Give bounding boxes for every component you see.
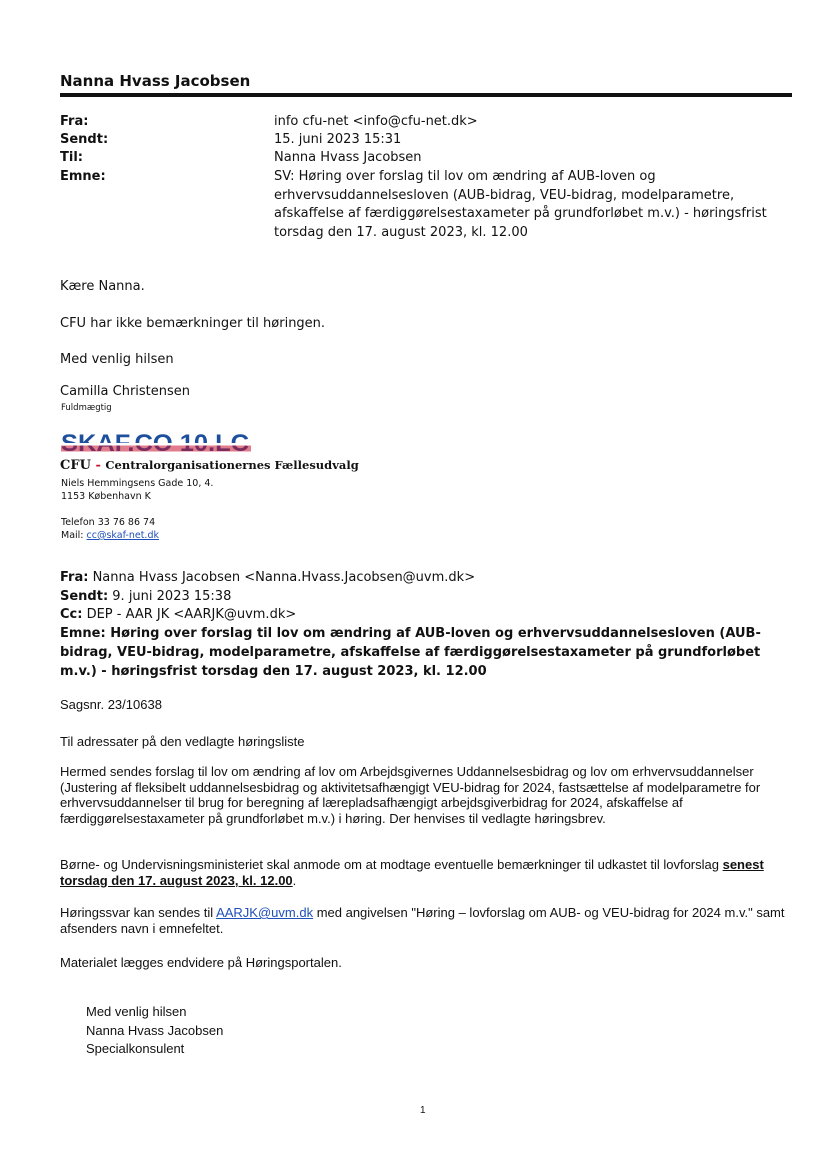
fwd-cc-label: Cc:	[60, 607, 83, 622]
document-title: Nanna Hvass Jacobsen	[60, 72, 251, 90]
phone: Telefon 33 76 86 74	[61, 517, 156, 528]
fwd-cc	[60, 605, 795, 624]
from-value: info cfu-net <info@cfu-net.dk>	[274, 114, 478, 129]
aarjk-email-link[interactable]: AARJK@uvm.dk	[216, 905, 314, 920]
mail-line	[61, 529, 159, 542]
to-label: Til:	[60, 150, 83, 165]
deadline-text: senest torsdag den 17. august 2023, kl. 12.00	[60, 857, 764, 888]
fwd-from	[60, 568, 795, 587]
mail-link[interactable]: cc@skaf-net.dk	[86, 530, 159, 541]
recipients-line: Til adressater på den vedlagte høringsliste	[60, 734, 305, 749]
to-value: Nanna Hvass Jacobsen	[274, 150, 422, 165]
fwd-sent	[60, 587, 795, 606]
fwd-subject-value: Høring over forslag til lov om ændring af AUB-loven og erhvervsuddannelsesloven (AUB-bidrag, VEU-bidrag, modelparametre, afskaffelse af færdiggørelsestaxameter på grundforløbet m.v.) - høringsfrist torsdag den 17. august 2023, kl. 12.00	[60, 626, 761, 679]
fwd-from-value: Nanna Hvass Jacobsen <Nanna.Hvass.Jacobsen@uvm.dk>	[88, 570, 476, 585]
fwd-cc-value: DEP - AAR JK <AARJK@uvm.dk>	[82, 607, 297, 622]
paragraph-4: Materialet lægges endvidere på Høringsportalen.	[60, 955, 342, 970]
paragraph-1: Hermed sendes forslag til lov om ændring af lov om Arbejdsgivernes Uddannelsesbidrag og lov om erhvervsuddannelser (Justering af fleksibelt uddannelsesbidrag og aktivitetsafhængigt VEU-bidrag for 2024, fastsættelse af modelparametre for erhvervsuddannelser til brug for beregning af lærepladsafhængigt arbejdsgiverbidrag for 2024, afskaffelse af færdiggørelsestaxameter på grundforløbet m.v.) i høring. Der henvises til vedlagte høringsbrev.	[60, 764, 761, 826]
from-label: Fra:	[60, 114, 89, 129]
subject-value: SV: Høring over forslag til lov om ændring af AUB-loven og erhvervsuddannelsesloven (AUB-bidrag, VEU-bidrag, modelparametre, afskaffelse af færdiggørelsestaxameter på grundforløbet m.v.) - høringsfrist torsdag den 17. august 2023, kl. 12.00	[274, 169, 767, 240]
reply-role: Fuldmægtig	[61, 403, 112, 413]
fwd-from-label: Fra:	[60, 570, 89, 585]
letter-closing: Med venlig hilsen	[86, 1004, 187, 1019]
fwd-sent-value: 9. juni 2023 15:38	[108, 589, 232, 604]
org-sep: -	[90, 458, 106, 473]
paragraph-3-end: med angivelsen "Høring – lovforslag om AUB- og VEU-bidrag for 2024 m.v." samt afsenders navn i emnefeltet.	[60, 905, 785, 936]
org-name: Centralorganisationernes Fællesudvalg	[105, 458, 359, 472]
fwd-subject	[60, 624, 795, 681]
sent-label: Sendt:	[60, 132, 109, 147]
fwd-sent-label: Sendt:	[60, 589, 109, 604]
letter-role: Specialkonsulent	[86, 1041, 185, 1056]
case-number: Sagsnr. 23/10638	[60, 697, 162, 712]
reply-closing: Med venlig hilsen	[60, 352, 174, 367]
letter-signature	[86, 1003, 223, 1059]
subject-label: Emne:	[60, 169, 106, 184]
fwd-subject-label: Emne:	[60, 626, 106, 641]
reply-name: Camilla Christensen	[60, 384, 191, 399]
greeting: Kære Nanna.	[60, 279, 145, 294]
org-abbr: CFU	[60, 458, 91, 473]
letter-name: Nanna Hvass Jacobsen	[86, 1022, 224, 1038]
sent-value: 15. juni 2023 15:31	[274, 132, 402, 147]
address-line-1: Niels Hemmingsens Gade 10, 4.	[61, 478, 214, 489]
paragraph-2-start: Børne- og Undervisningsministeriet skal anmode om at modtage eventuelle bemærkninger til udkastet til lovforslag	[60, 857, 723, 872]
mail-label: Mail:	[61, 530, 87, 541]
paragraph-2	[60, 857, 790, 888]
paragraph-3-start: Høringssvar kan sendes til	[60, 905, 217, 920]
title-divider	[60, 93, 792, 97]
address-line-2: 1153 København K	[61, 491, 151, 502]
reply-body: CFU har ikke bemærkninger til høringen.	[60, 316, 326, 331]
skaf-logo	[61, 432, 251, 454]
page-number: 1	[420, 1105, 426, 1116]
paragraph-2-end: .	[292, 872, 297, 888]
org-line	[60, 458, 359, 473]
paragraph-3	[60, 905, 790, 936]
